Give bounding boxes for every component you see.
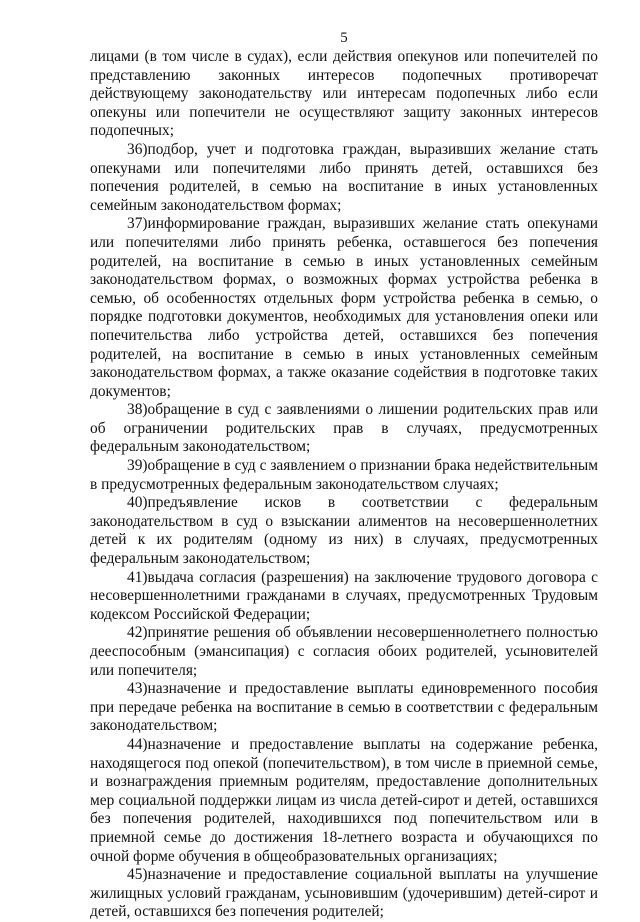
- paragraph-item-36: 36)подбор, учет и подготовка граждан, выразивших желание стать опекунами или попечителями либо принять детей, оставшихся без попечения родителей, в семью на воспитание в иных установленных семейным законодательством формах;: [90, 140, 598, 214]
- paragraph-item-39: 39)обращение в суд с заявлением о признании брака недействительным в предусмотренных федеральным законодательством случаях;: [90, 457, 598, 493]
- paragraph-item-42: 42)принятие решения об объявлении несовершеннолетнего полностью дееспособным (эмансипация) с согласия обоих родителей, усыновителей или попечителя;: [90, 624, 598, 679]
- paragraph-item-37: 37)информирование граждан, выразивших желание стать опекунами или попечителями либо принять ребенка, оставшегося без попечения родителей, на воспитание в семью в иных установленных семейным законодательством формах, о возможных формах устройства ребенка в семью, об особенностях отдельных форм устройства ребенка в семью, о порядке подготовки документов, необходимых для установления опеки или попечительства либо устройства детей, оставшихся без попечения родителей, на воспитание в семью в иных установленных семейным законодательством формах, а также оказание содействия в подготовке таких документов;: [90, 215, 598, 400]
- paragraph-item-38: 38)обращение в суд с заявлениями о лишении родительских прав или об ограничении родительских прав в случаях, предусмотренных федеральным законодательством;: [90, 401, 598, 456]
- document-page: [90, 30, 598, 922]
- paragraph-item-44: 44)назначение и предоставление выплаты на содержание ребенка, находящегося под опекой (попечительством), в том числе в приемной семье, и вознаграждения приемным родителям, предоставление дополнительных мер социальной поддержки лицам из числа детей-сирот и детей, оставшихся без попечения родителей, находившихся под попечительством или в приемной семье до достижения 18-летнего возраста и обучающихся по очной форме обучения в общеобразовательных организациях;: [90, 735, 598, 865]
- paragraph-item-40: 40)предъявление исков в соответствии с федеральным законодательством в суд о взыскании алиментов на несовершеннолетних детей к их родителям (одному из них) в случаях, предусмотренных федеральным законодательством;: [90, 494, 598, 568]
- paragraph-item-45: 45)назначение и предоставление социальной выплаты на улучшение жилищных условий гражданам, усыновившим (удочерившим) детей-сирот и детей, оставшихся без попечения родителей;: [90, 866, 598, 921]
- paragraph-continuation: лицами (в том числе в судах), если действия опекунов или попечителей по представлению законных интересов подопечных противоречат действующему законодательству или интересам подопечных либо если опекуны или попечители не осуществляют защиту законных интересов подопечных;: [90, 48, 598, 140]
- paragraph-item-41: 41)выдача согласия (разрешения) на заключение трудового договора с несовершеннолетними гражданами в случаях, предусмотренных Трудовым кодексом Российской Федерации;: [90, 568, 598, 623]
- page-number: 5: [340, 30, 348, 46]
- paragraph-item-43: 43)назначение и предоставление выплаты единовременного пособия при передаче ребенка на воспитание в семью в соответствии с федеральным законодательством;: [90, 680, 598, 735]
